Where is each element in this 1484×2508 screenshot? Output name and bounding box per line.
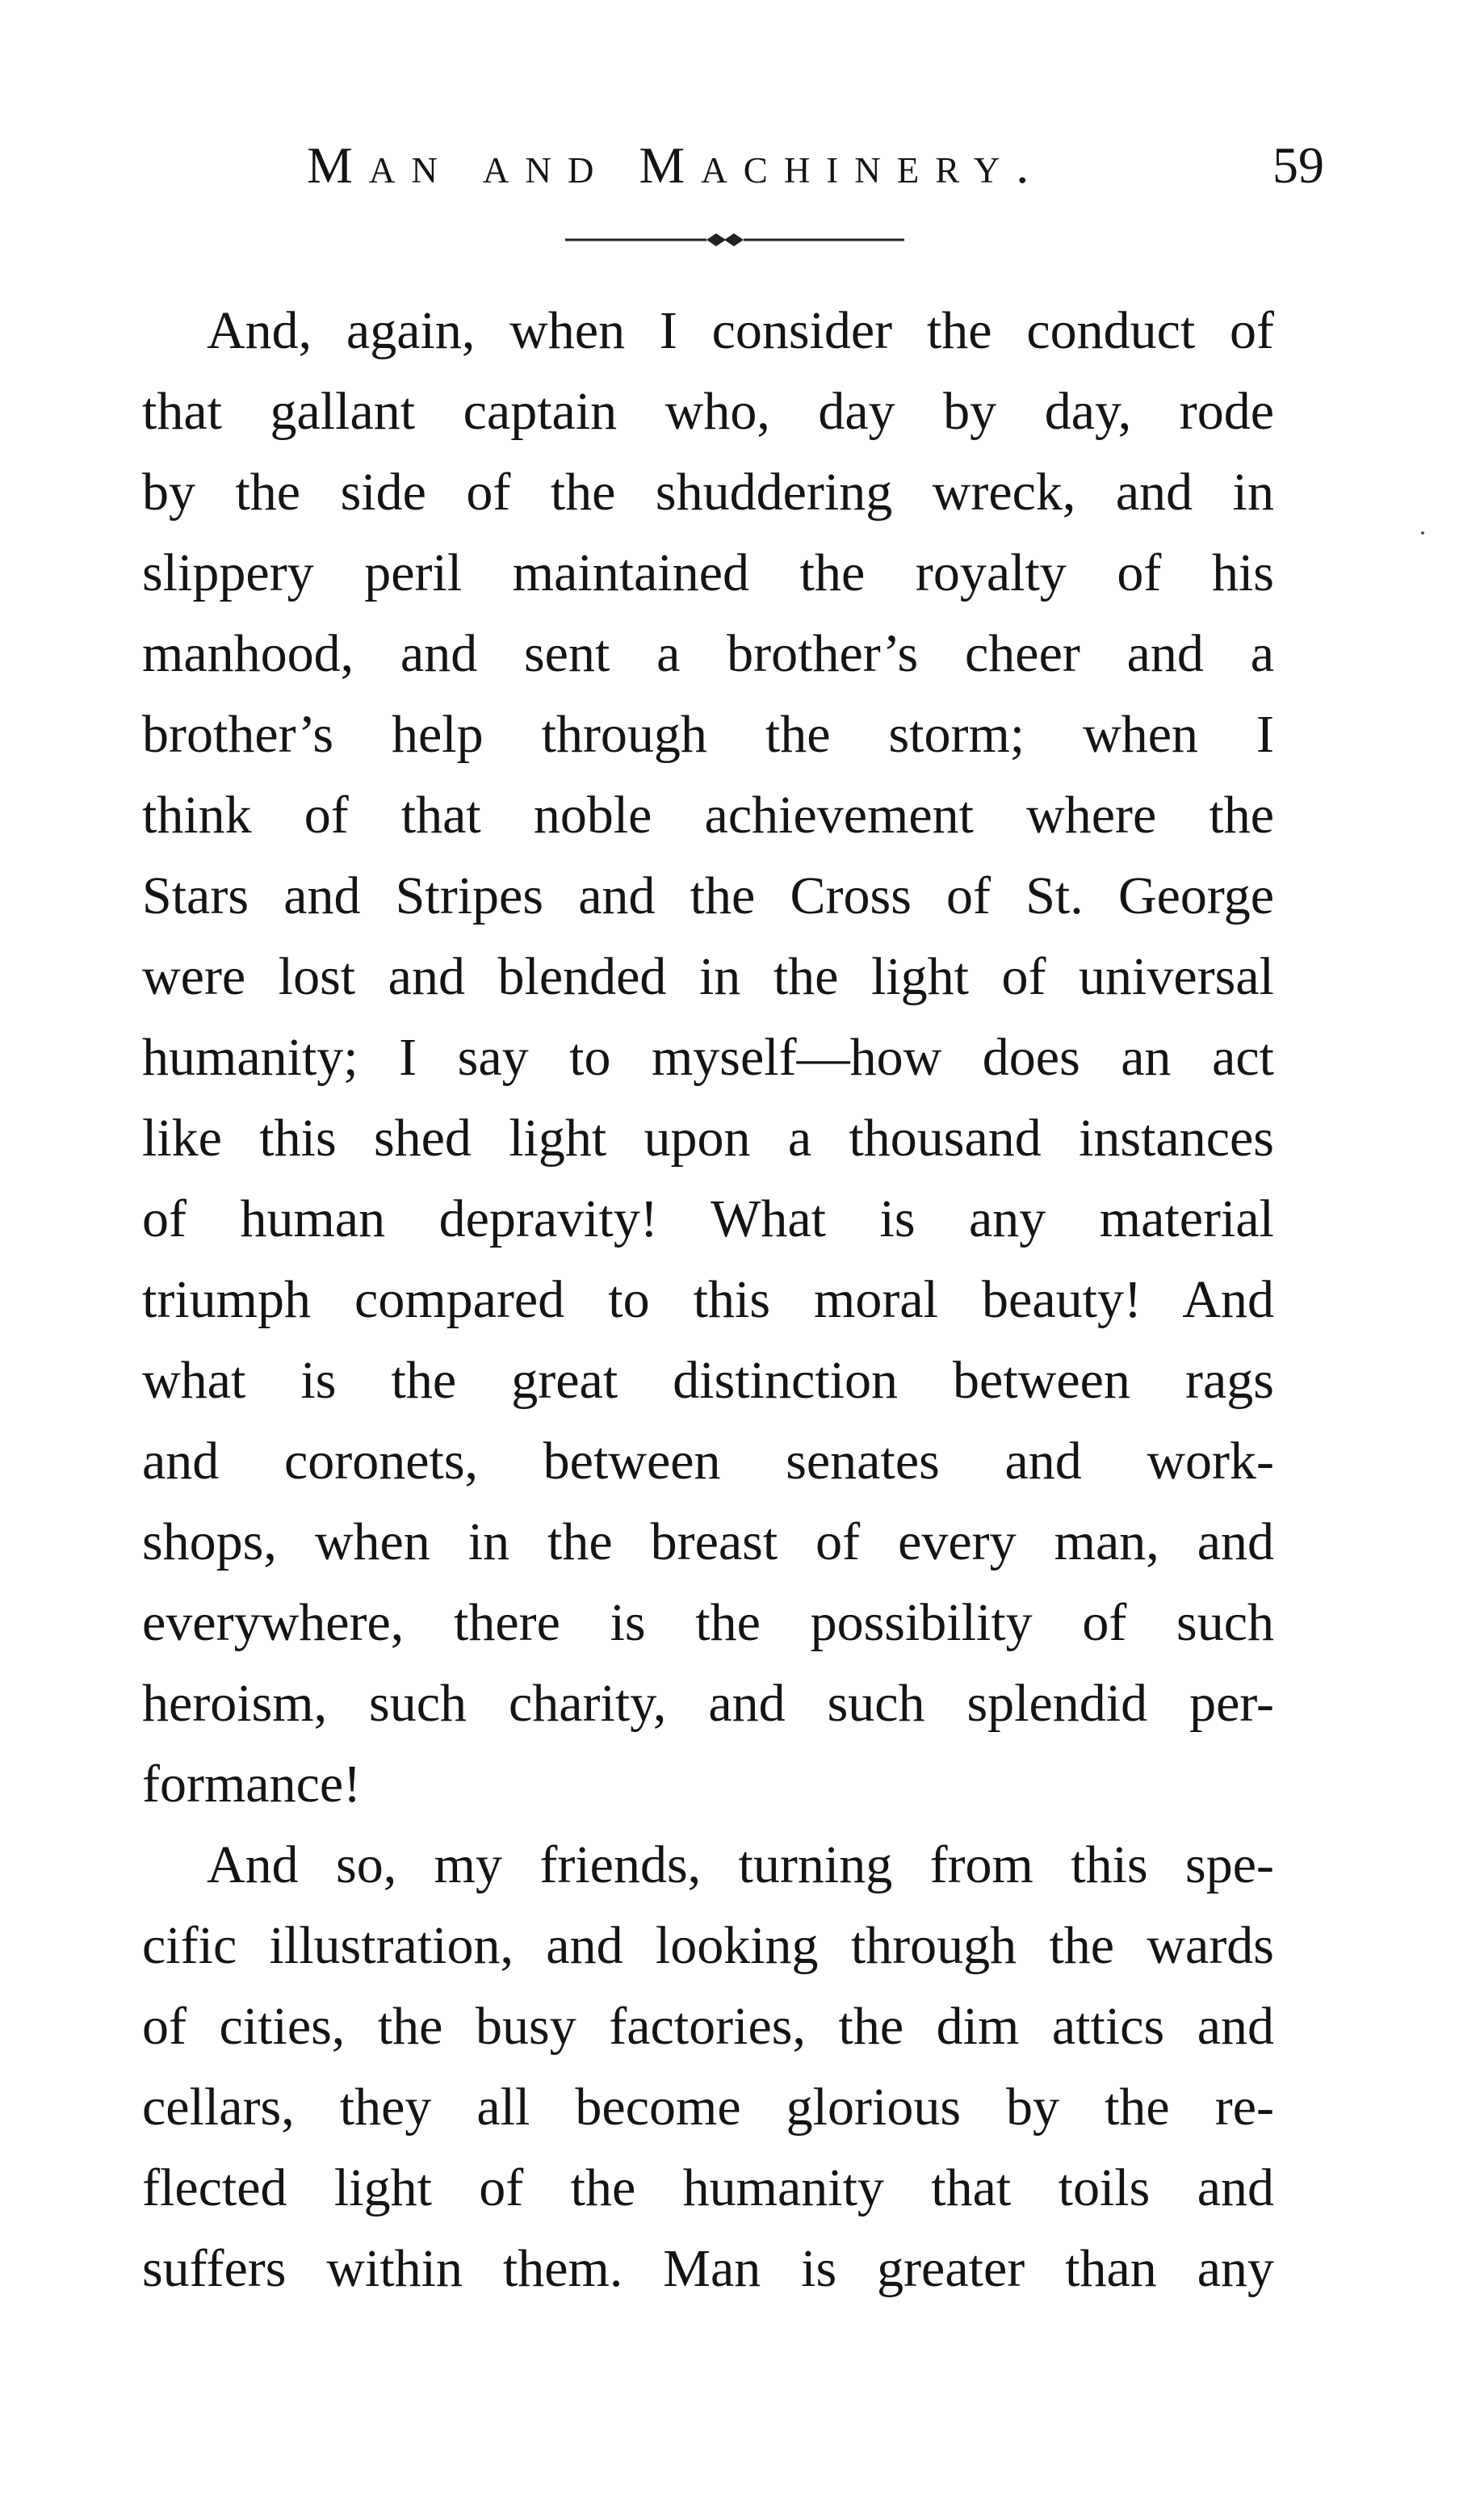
text-line: that gallant captain who, day by day, rode (142, 382, 1274, 441)
text-line: and coronets, between senates and work- (142, 1432, 1274, 1491)
text-line: cific illustration, and looking through the wards (142, 1916, 1274, 1975)
body-text (142, 291, 1274, 2309)
text-line: by the side of the shuddering wreck, and in (142, 463, 1274, 522)
text-line: were lost and blended in the light of universal (142, 947, 1274, 1006)
text-line: cellars, they all become glorious by the re- (142, 2078, 1274, 2137)
text-line: of human depravity! What is any material (142, 1189, 1274, 1248)
text-line: flected light of the humanity that toils and (142, 2158, 1274, 2217)
paragraph-1 (142, 291, 1274, 1825)
text-line: triumph compared to this moral beauty! And (142, 1270, 1274, 1329)
text-line: And so, my friends, turning from this spe- (207, 1835, 1274, 1894)
paragraph-2 (142, 1825, 1274, 2309)
page-speck (1421, 531, 1424, 535)
text-line: brother’s help through the storm; when I (142, 705, 1274, 764)
text-line: of cities, the busy factories, the dim attics and (142, 1997, 1274, 2056)
text-line: And, again, when I consider the conduct of (207, 301, 1274, 360)
page-number: 59 (1272, 136, 1324, 194)
text-line: heroism, such charity, and such splendid per- (142, 1674, 1274, 1733)
text-line: everywhere, there is the possibility of such (142, 1593, 1274, 1652)
text-line: think of that noble achievement where the (142, 786, 1274, 845)
running-title: Man and Machinery. (307, 136, 1046, 194)
text-line: manhood, and sent a brother’s cheer and a (142, 624, 1274, 683)
text-line: Stars and Stripes and the Cross of St. George (142, 866, 1274, 925)
ornament-rule-icon (565, 228, 904, 252)
running-head (307, 121, 1324, 210)
text-line: like this shed light upon a thousand instances (142, 1109, 1274, 1168)
text-line: formance! (142, 1755, 362, 1814)
text-line: shops, when in the breast of every man, and (142, 1512, 1274, 1571)
text-line: suffers within them. Man is greater than any (142, 2239, 1274, 2298)
text-line: what is the great distinction between rags (142, 1351, 1274, 1410)
text-line: slippery peril maintained the royalty of his (142, 543, 1274, 602)
text-line: humanity; I say to myself—how does an act (142, 1028, 1274, 1087)
